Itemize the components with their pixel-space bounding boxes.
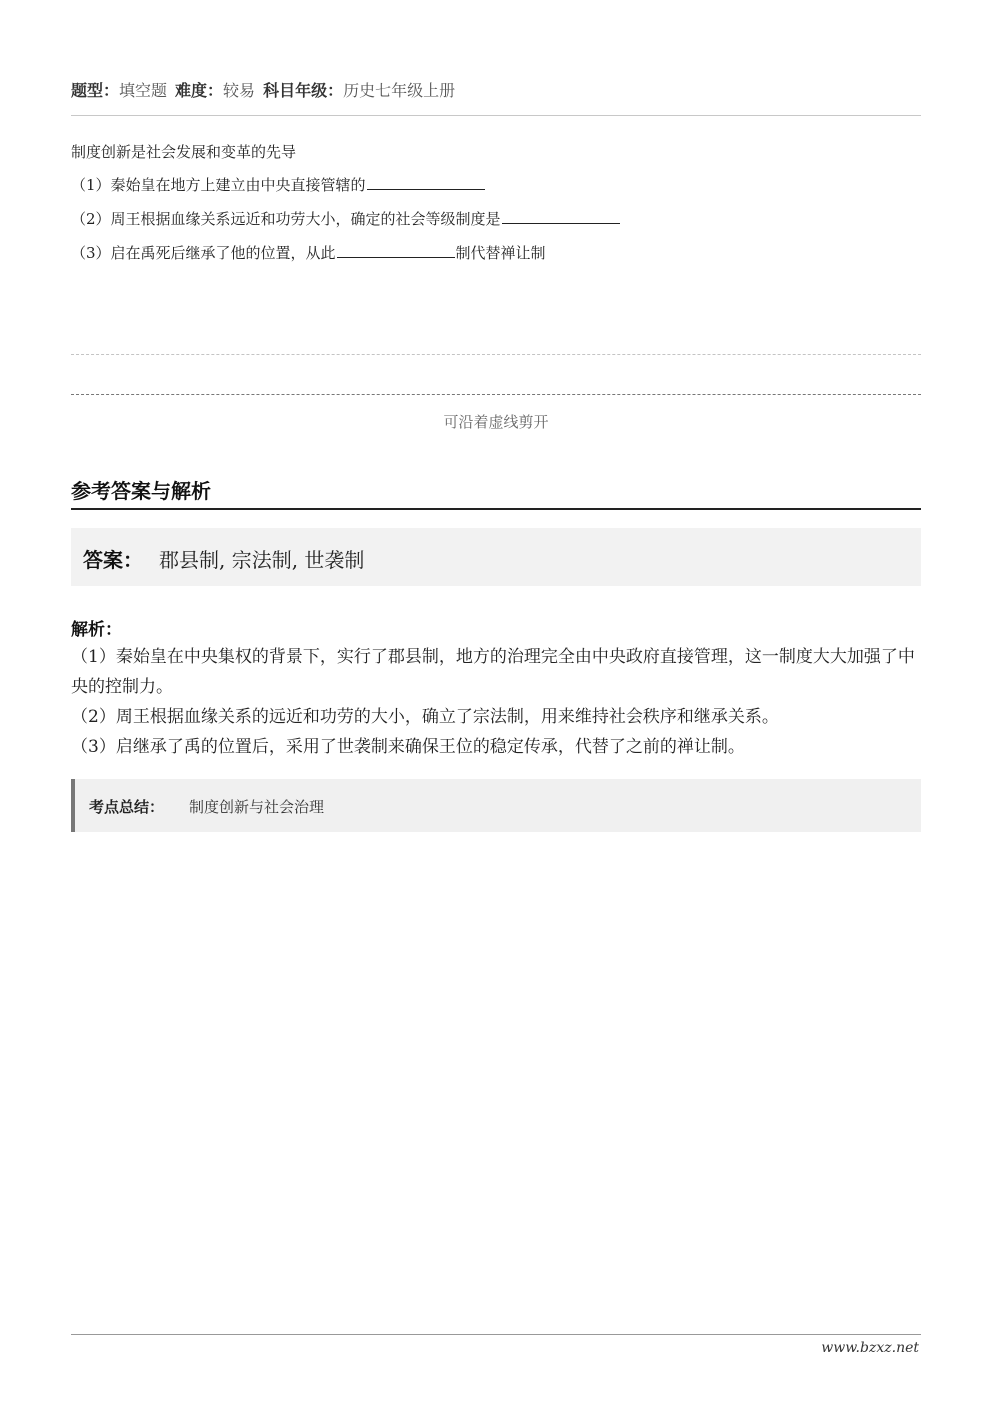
difficulty-label: 难度： [175, 81, 224, 100]
fill-blank-1[interactable] [367, 174, 485, 190]
footer-site: www.bzxz.net [821, 1340, 919, 1356]
cut-line-lower [71, 394, 921, 395]
type-value: 填空题 [119, 81, 168, 100]
summary-box [71, 779, 921, 832]
fill-blank-3[interactable] [337, 242, 455, 258]
analysis-label: 解析： [71, 620, 122, 640]
cut-line-upper [71, 354, 921, 355]
header-divider [71, 115, 921, 116]
answer-text: 郡县制, 宗法制, 世袭制 [159, 548, 365, 572]
fill-blank-2[interactable] [502, 208, 620, 224]
analysis-line-1: （1）秦始皇在中央集权的背景下，实行了郡县制，地方的治理完全由中央政府直接管理，这一制度大大加强了中央的控制力。 [71, 647, 915, 697]
analysis-line-2: （2）周王根据血缘关系的远近和功劳的大小，确立了宗法制，用来维持社会秩序和继承关系。 [71, 707, 779, 727]
answer-label: 答案： [83, 548, 143, 572]
answer-box [71, 528, 921, 586]
question-stem: 制度创新是社会发展和变革的先导 [71, 143, 297, 161]
item-3-after: 制代替禅让制 [455, 244, 546, 262]
analysis-line-3: （3）启继承了禹的位置后，采用了世袭制来确保王位的稳定传承，代替了之前的禅让制。 [71, 737, 745, 757]
type-label: 题型： [71, 81, 120, 100]
question-item-1 [71, 174, 486, 195]
item-1-text: （1）秦始皇在地方上建立由中央直接管辖的 [71, 176, 366, 194]
item-2-text: （2）周王根据血缘关系远近和功劳大小，确定的社会等级制度是 [71, 210, 501, 228]
question-item-2 [71, 208, 621, 229]
item-3-text: （3）启在禹死后继承了他的位置，从此 [71, 244, 336, 262]
answer-section-title: 参考答案与解析 [71, 479, 211, 503]
section-divider [71, 508, 921, 510]
summary-label: 考点总结： [89, 798, 165, 816]
cut-hint: 可沿着虚线剪开 [443, 413, 549, 431]
summary-text: 制度创新与社会治理 [189, 798, 325, 816]
difficulty-value: 较易 [223, 81, 256, 100]
subject-label: 科目年级： [263, 81, 344, 100]
subject-value: 历史七年级上册 [343, 81, 456, 100]
question-item-3 [71, 242, 546, 263]
question-meta [71, 78, 455, 101]
footer-divider [71, 1334, 921, 1335]
